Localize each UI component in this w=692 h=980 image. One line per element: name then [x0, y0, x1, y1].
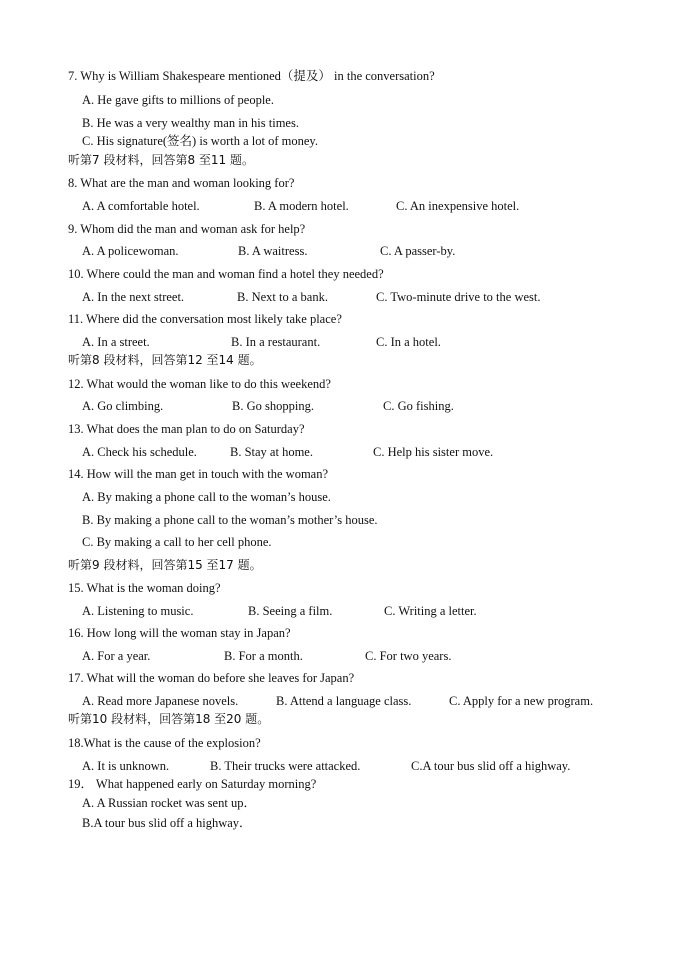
section-heading-7: 听第7 段材料，回答第8 至11 题。: [68, 153, 254, 167]
question-13-option-b: B. Stay at home.: [230, 445, 313, 459]
question-8-option-c: C. An inexpensive hotel.: [396, 199, 520, 213]
section-heading-9: 听第9 段材料，回答第15 至17 题。: [68, 558, 262, 572]
question-14-option-b: B. By making a phone call to the woman’s mother’s house.: [82, 513, 378, 527]
question-19-option-b: B.A tour bus slid off a highway．: [82, 816, 252, 830]
question-9-option-a: A. A policewoman.: [82, 244, 179, 258]
section-heading-10: 听第10 段材料，回答第18 至20 题。: [68, 712, 270, 726]
question-8-stem: 8. What are the man and woman looking for?: [68, 176, 295, 190]
question-11-option-a: A. In a street.: [82, 335, 150, 349]
question-18-option-c: C.A tour bus slid off a highway.: [411, 759, 571, 773]
question-10-option-c: C. Two-minute drive to the west.: [376, 290, 541, 304]
question-15-option-b: B. Seeing a film.: [248, 604, 333, 618]
question-18-stem: 18.What is the cause of the explosion?: [68, 736, 261, 750]
question-9-stem: 9. Whom did the man and woman ask for help?: [68, 222, 306, 236]
question-15-option-c: C. Writing a letter.: [384, 604, 477, 618]
question-14-option-c: C. By making a call to her cell phone.: [82, 535, 272, 549]
question-11-option-c: C. In a hotel.: [376, 335, 441, 349]
question-14-option-a: A. By making a phone call to the woman’s house.: [82, 490, 331, 504]
section-heading-8: 听第8 段材料，回答第12 至14 题。: [68, 353, 262, 367]
question-12-option-b: B. Go shopping.: [232, 399, 314, 413]
question-15-stem: 15. What is the woman doing?: [68, 581, 221, 595]
question-13-option-c: C. Help his sister move.: [373, 445, 494, 459]
question-7-option-b: B. He was a very wealthy man in his times.: [82, 116, 299, 130]
question-12-stem: 12. What would the woman like to do this weekend?: [68, 377, 331, 391]
question-17-option-a: A. Read more Japanese novels.: [82, 694, 239, 708]
question-8-option-a: A. A comfortable hotel.: [82, 199, 200, 213]
question-19-option-a: A. A Russian rocket was sent up．: [82, 796, 256, 810]
question-13-option-a: A. Check his schedule.: [82, 445, 197, 459]
question-15-option-a: A. Listening to music.: [82, 604, 194, 618]
question-13-stem: 13. What does the man plan to do on Saturday?: [68, 422, 305, 436]
question-9-option-c: C. A passer-by.: [380, 244, 456, 258]
question-18-option-a: A. It is unknown.: [82, 759, 170, 773]
question-11-option-b: B. In a restaurant.: [231, 335, 321, 349]
question-17-stem: 17. What will the woman do before she leaves for Japan?: [68, 671, 355, 685]
question-9-option-b: B. A waitress.: [238, 244, 308, 258]
question-8-option-b: B. A modern hotel.: [254, 199, 349, 213]
question-12-option-c: C. Go fishing.: [383, 399, 454, 413]
question-10-option-a: A. In the next street.: [82, 290, 185, 304]
question-10-stem: 10. Where could the man and woman find a hotel they needed?: [68, 267, 384, 281]
question-18-option-b: B. Their trucks were attacked.: [210, 759, 361, 773]
question-19-stem: 19． What happened early on Saturday morning?: [68, 777, 317, 791]
question-7-stem: 7. Why is William Shakespeare mentioned（提及） in the conversation?: [68, 69, 435, 83]
question-17-option-c: C. Apply for a new program.: [449, 694, 594, 708]
question-7-option-a: A. He gave gifts to millions of people.: [82, 93, 274, 107]
question-10-option-b: B. Next to a bank.: [237, 290, 328, 304]
question-16-option-c: C. For two years.: [365, 649, 452, 663]
question-7-option-c: C. His signature(签名) is worth a lot of money.: [82, 134, 318, 148]
question-12-option-a: A. Go climbing.: [82, 399, 164, 413]
question-16-option-b: B. For a month.: [224, 649, 303, 663]
question-11-stem: 11. Where did the conversation most likely take place?: [68, 312, 342, 326]
question-17-option-b: B. Attend a language class.: [276, 694, 412, 708]
question-16-stem: 16. How long will the woman stay in Japan?: [68, 626, 291, 640]
question-14-stem: 14. How will the man get in touch with the woman?: [68, 467, 329, 481]
question-16-option-a: A. For a year.: [82, 649, 151, 663]
